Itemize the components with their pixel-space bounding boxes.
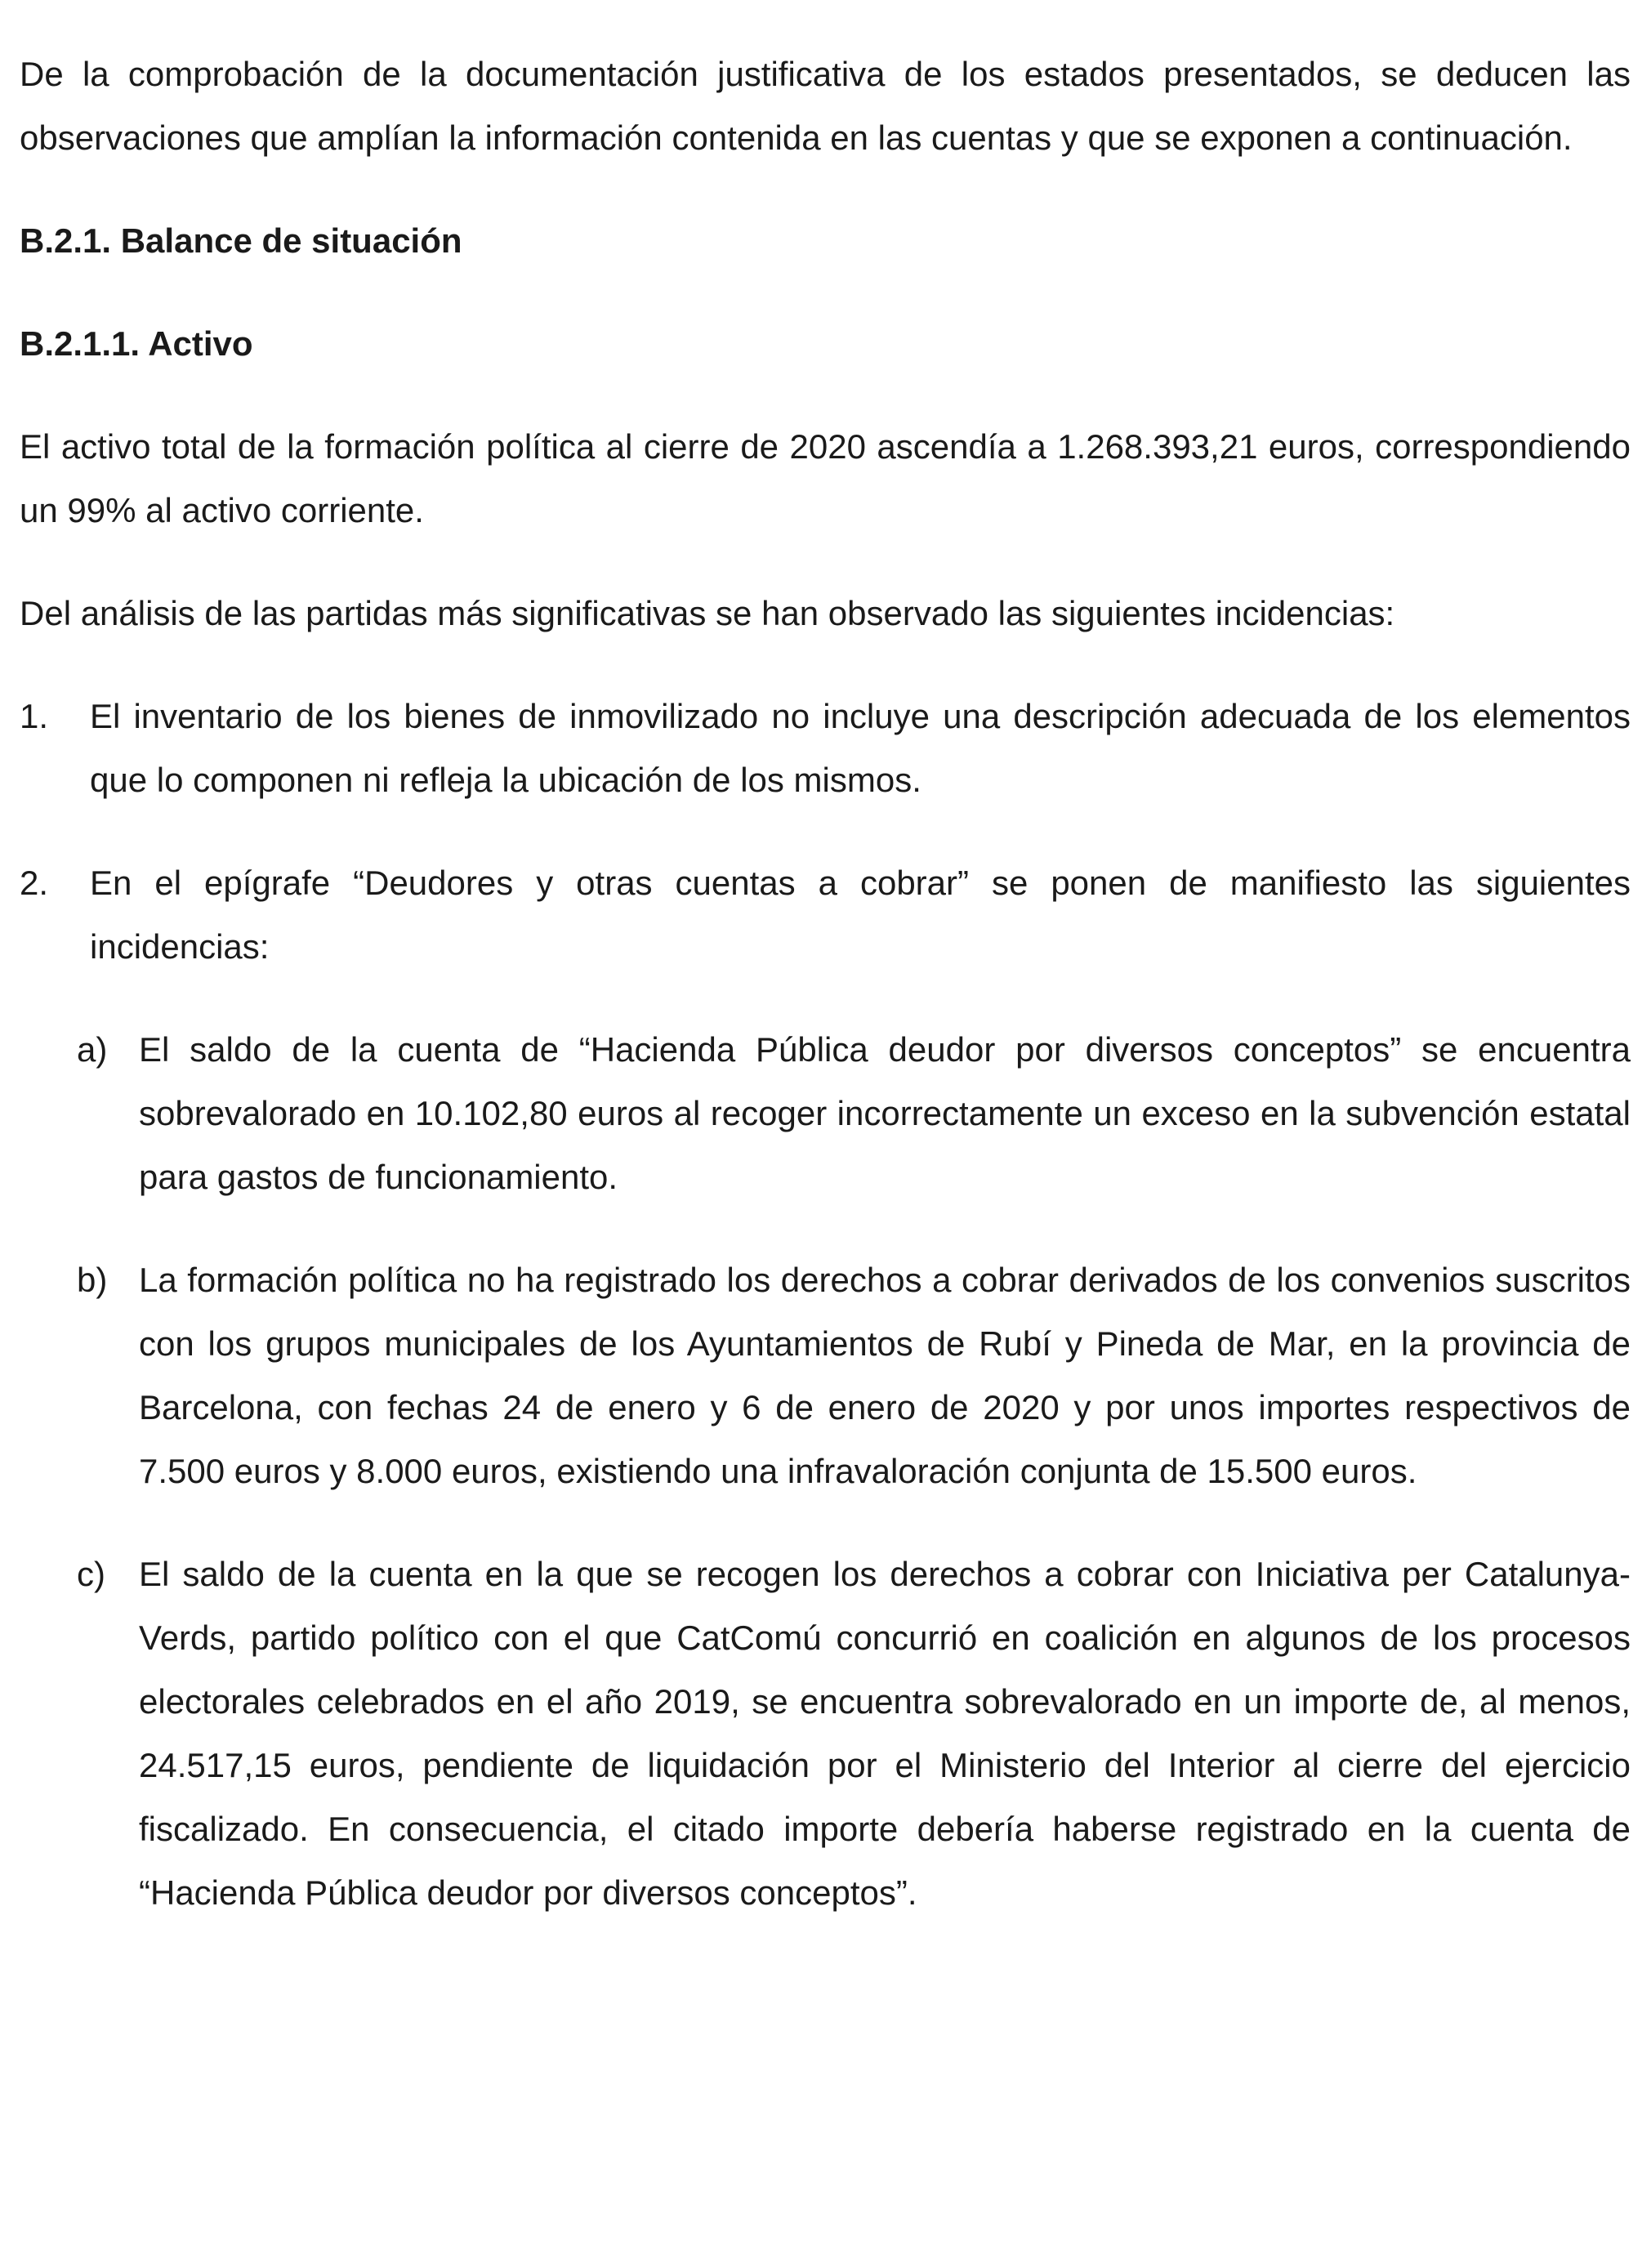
item-number: 1. <box>20 697 49 735</box>
intro-paragraph: De la comprobación de la documentación justificativa de los estados presentados, se deducen las observaciones que amplían la información contenida en las cuentas y que se exponen a continuación. <box>20 55 1631 157</box>
item-text: El saldo de la cuenta en la que se recogen los derechos a cobrar con Iniciativa per Catalunya-Verds, partido político con el que CatComú concurrió en coalición en algunos de los procesos electorales celebrados en el año 2019, se encuentra sobrevalorado en un importe de, al menos, 24.517,15 euros, pendiente de liquidación por el Ministerio del Interior al cierre del ejercicio fiscalizado. En consecuencia, el citado importe debería haberse registrado en la cuenta de “Hacienda Pública deudor por diversos conceptos”. <box>139 1555 1631 1912</box>
lettered-item-c <box>20 1543 1631 1925</box>
item-text: El saldo de la cuenta de “Hacienda Pública deudor por diversos conceptos” se encuentra sobrevalorado en 10.102,80 euros al recoger incorrectamente un exceso en la subvención estatal para gastos de funcionamiento. <box>139 1030 1631 1196</box>
item-text: En el epígrafe “Deudores y otras cuentas a cobrar” se ponen de manifiesto las siguientes incidencias: <box>90 864 1631 966</box>
item-letter: b) <box>77 1261 108 1299</box>
document-page <box>20 42 1631 1964</box>
item-letter: a) <box>77 1030 108 1069</box>
numbered-item-1 <box>20 685 1631 812</box>
item-text: La formación política no ha registrado los derechos a cobrar derivados de los convenios suscritos con los grupos municipales de los Ayuntamientos de Rubí y Pineda de Mar, en la provincia de Barcelona, con fechas 24 de enero y 6 de enero de 2020 y por unos importes respectivos de 7.500 euros y 8.000 euros, existiendo una infravaloración conjunta de 15.500 euros. <box>139 1261 1631 1490</box>
item-text: El inventario de los bienes de inmovilizado no incluye una descripción adecuada de los elementos que lo componen ni refleja la ubicación de los mismos. <box>90 697 1631 799</box>
lettered-item-b <box>20 1248 1631 1503</box>
section-heading: B.2.1. Balance de situación <box>20 221 462 260</box>
item-number: 2. <box>20 864 49 902</box>
lettered-item-a <box>20 1018 1631 1209</box>
analysis-paragraph: Del análisis de las partidas más significativas se han observado las siguientes incidencias: <box>20 594 1395 632</box>
activo-paragraph: El activo total de la formación política al cierre de 2020 ascendía a 1.268.393,21 euros, correspondiendo un 99% al activo corriente. <box>20 427 1631 529</box>
subsection-heading: B.2.1.1. Activo <box>20 324 253 363</box>
numbered-item-2 <box>20 851 1631 979</box>
item-letter: c) <box>77 1555 105 1593</box>
